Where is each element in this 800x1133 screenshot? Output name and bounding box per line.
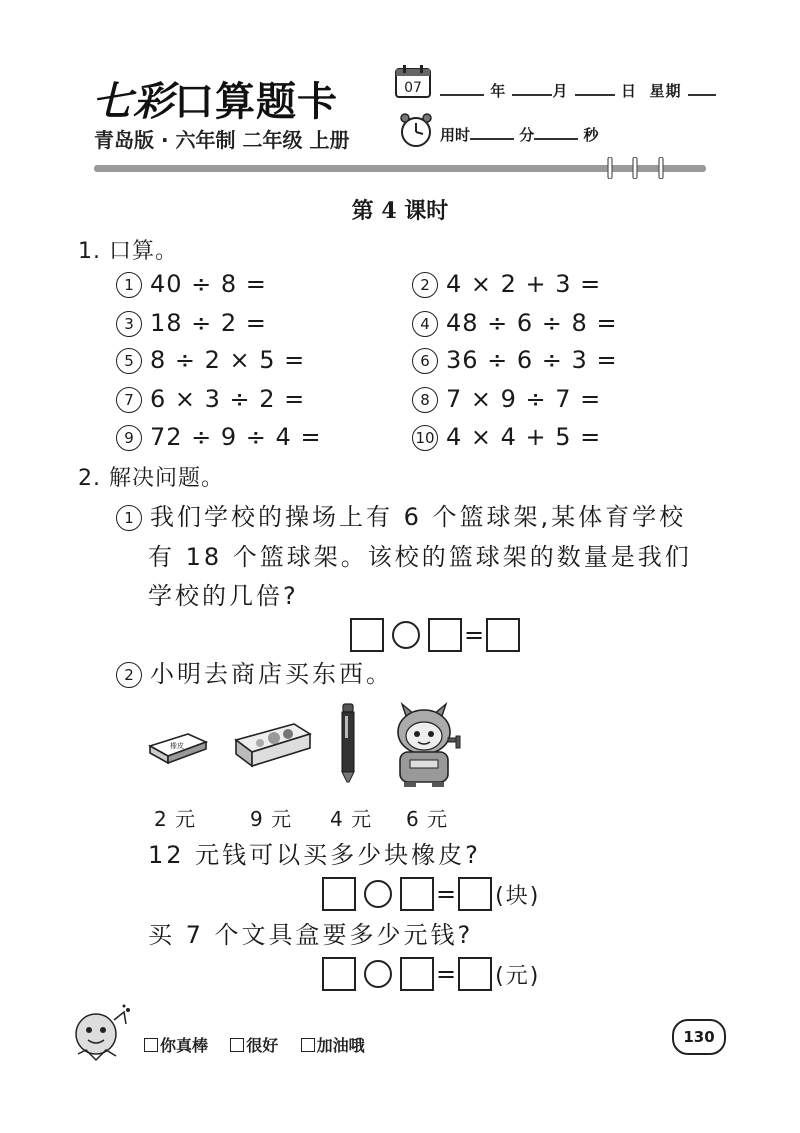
weekday-blank[interactable] xyxy=(688,80,716,96)
answer-box[interactable] xyxy=(322,877,356,911)
problem2-title: 2 小明去商店买东西。 xyxy=(116,654,393,694)
problem1-line1: 1 我们学校的操场上有 6 个篮球架,某体育学校 xyxy=(116,497,686,537)
section1-title: 1. 口算。 xyxy=(78,239,178,264)
calc-item: 3 18 ÷ 2 = xyxy=(116,309,267,337)
answer-box[interactable] xyxy=(322,957,356,991)
calc-item: 2 4 × 2 + 3 = xyxy=(412,270,601,298)
answer-box[interactable] xyxy=(486,618,520,652)
binder-ring-icon xyxy=(658,157,664,179)
time-fields: 用时 分 秒 xyxy=(440,126,599,144)
calc-item: 4 48 ÷ 6 ÷ 8 = xyxy=(412,309,618,337)
price-eraser: 2 元 xyxy=(154,807,197,831)
calc-item: 7 6 × 3 ÷ 2 = xyxy=(116,385,305,413)
cartoon-mascot-icon xyxy=(66,1004,138,1070)
answer-box[interactable] xyxy=(458,957,492,991)
eraser-label: 橡皮 xyxy=(170,742,184,750)
date-fields: 年 月 日 星期 xyxy=(440,80,716,101)
unit-label: (元) xyxy=(495,963,541,989)
price-sharpener: 6 元 xyxy=(406,807,449,831)
pencil-sharpener-icon xyxy=(388,696,468,788)
rating-checkbox[interactable] xyxy=(144,1038,158,1052)
eraser-icon xyxy=(144,726,210,766)
calc-item: 6 36 ÷ 6 ÷ 3 = xyxy=(412,346,618,374)
seconds-blank[interactable] xyxy=(534,124,578,140)
answer-box[interactable] xyxy=(400,877,434,911)
rating-options: 你真棒 很好 加油哦 xyxy=(144,1033,365,1056)
operator-circle[interactable] xyxy=(364,960,392,988)
page-number: 130 xyxy=(672,1019,726,1055)
header-rule xyxy=(94,165,706,172)
edition-label: 青岛版 · 六年制 二年级 上册 xyxy=(94,128,350,152)
calendar-icon xyxy=(395,64,431,98)
day-blank[interactable] xyxy=(575,80,615,96)
pencil-case-icon xyxy=(232,718,314,768)
calc-item: 8 7 × 9 ÷ 7 = xyxy=(412,385,601,413)
problem1-line3: 学校的几倍? xyxy=(148,582,299,610)
equation-template-1: = xyxy=(350,618,520,652)
minutes-blank[interactable] xyxy=(470,124,514,140)
calc-item: 1 40 ÷ 8 = xyxy=(116,270,267,298)
operator-circle[interactable] xyxy=(364,880,392,908)
binder-ring-icon xyxy=(632,157,638,179)
brand-main: 口算题卡 xyxy=(174,78,338,125)
month-blank[interactable] xyxy=(512,80,552,96)
price-pencil-case: 9 元 xyxy=(250,807,293,831)
alarm-clock-icon xyxy=(398,112,434,148)
pen-icon xyxy=(338,702,358,784)
binder-ring-icon xyxy=(607,157,613,179)
brand-prefix: 七彩 xyxy=(92,78,174,125)
rating-checkbox[interactable] xyxy=(301,1038,315,1052)
lesson-title: 第 4 课时 xyxy=(351,198,449,224)
year-blank[interactable] xyxy=(440,80,484,96)
answer-box[interactable] xyxy=(400,957,434,991)
calc-item: 10 4 × 4 + 5 = xyxy=(412,423,601,451)
problem1-line2: 有 18 个篮球架。该校的篮球架的数量是我们 xyxy=(148,543,692,571)
calc-item: 5 8 ÷ 2 × 5 = xyxy=(116,346,305,374)
unit-label: (块) xyxy=(495,883,541,909)
answer-box[interactable] xyxy=(458,877,492,911)
question-erasers: 12 元钱可以买多少块橡皮? xyxy=(148,841,481,869)
section2-title: 2. 解决问题。 xyxy=(78,466,224,491)
answer-box[interactable] xyxy=(350,618,384,652)
calc-item: 9 72 ÷ 9 ÷ 4 = xyxy=(116,423,322,451)
calendar-day: 07 xyxy=(404,80,422,96)
brand-title xyxy=(92,70,338,127)
equation-template-3: = (元) xyxy=(322,957,540,991)
answer-box[interactable] xyxy=(428,618,462,652)
equation-template-2: = (块) xyxy=(322,877,540,911)
rating-checkbox[interactable] xyxy=(230,1038,244,1052)
operator-circle[interactable] xyxy=(392,621,420,649)
question-pencil-cases: 买 7 个文具盒要多少元钱? xyxy=(148,921,474,949)
price-pen: 4 元 xyxy=(330,807,373,831)
